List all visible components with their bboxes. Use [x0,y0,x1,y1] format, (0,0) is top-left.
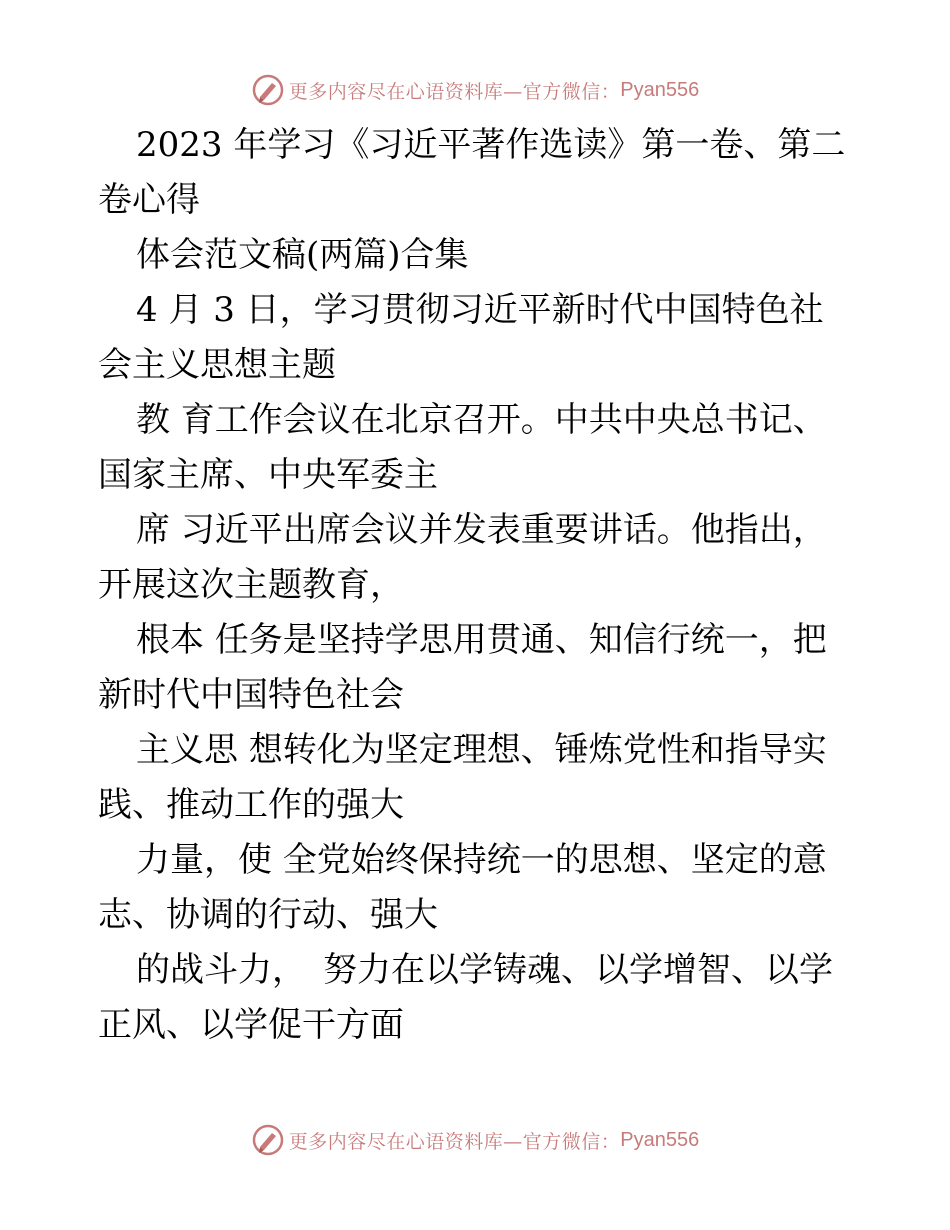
watermark-wechat-id: Pyan556 [620,1128,700,1151]
text-line: 根本 任务是坚持学思用贯通、知信行统一，把 [136,620,827,660]
document-body [98,118,858,1053]
text-line: 2023 年学习《习近平著作选读》第一卷、第二 [136,125,846,165]
text-line: 主义思 想转化为坚定理想、锤炼党性和指导实 [136,730,827,770]
text-line: 力量，使 全党始终保持统一的思想、坚定的意 [136,840,827,880]
watermark-header [0,70,950,110]
text-line: 国家主席、中央军委主 [98,455,438,495]
quill-pen-logo-icon [251,1123,285,1157]
watermark-footer [0,1120,950,1160]
text-line: 体会范文稿(两篇)合集 [136,235,469,275]
text-line: 开展这次主题教育， [98,565,404,605]
text-line: 4 月 3 日，学习贯彻习近平新时代中国特色社 [136,290,824,330]
text-line: 新时代中国特色社会 [98,675,404,715]
text-line: 会主义思想主题 [98,345,336,385]
text-line: 教 育工作会议在北京召开。中共中央总书记、 [136,400,827,440]
text-line: 正风、以学促干方面 [98,1005,404,1045]
watermark-text: 更多内容尽在心语资料库—官方微信： [288,1130,621,1153]
watermark-text: 更多内容尽在心语资料库—官方微信： [288,80,621,103]
text-line: 卷心得 [98,180,200,220]
quill-pen-logo-icon [251,73,285,107]
text-line: 的战斗力， 努力在以学铸魂、以学增智、以学 [136,950,833,990]
text-line: 席 习近平出席会议并发表重要讲话。他指出， [136,510,827,550]
text-line: 志、协调的行动、强大 [98,895,438,935]
watermark-wechat-id: Pyan556 [620,78,700,101]
text-line: 践、推动工作的强大 [98,785,404,825]
